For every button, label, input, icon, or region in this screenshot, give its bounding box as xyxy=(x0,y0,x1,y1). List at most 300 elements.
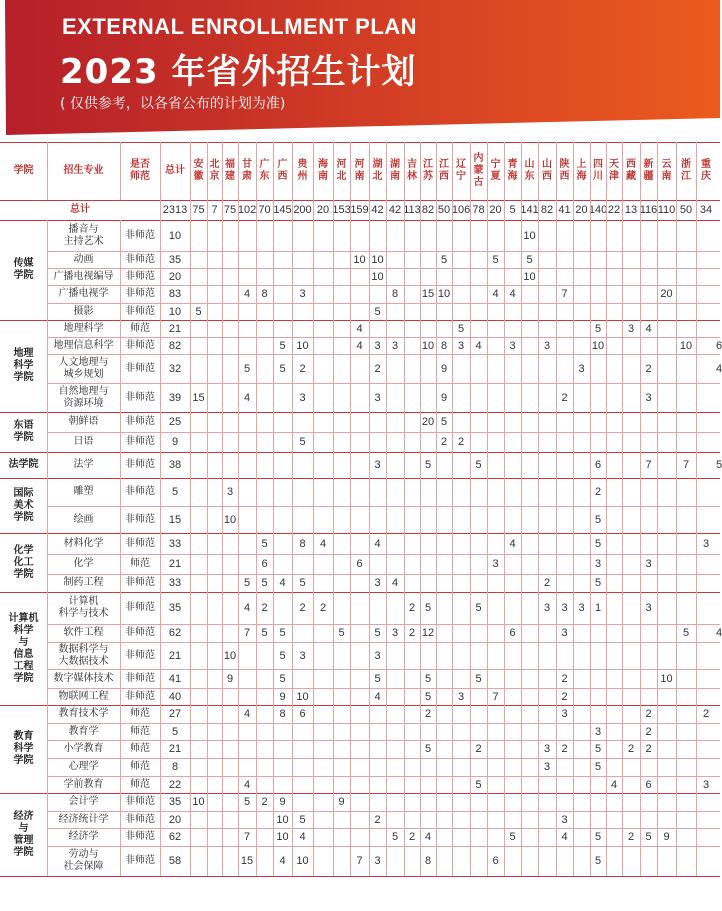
row-divider xyxy=(47,776,720,777)
header-province: 青 海 xyxy=(507,159,518,182)
quota-cell: 5 xyxy=(716,459,722,471)
college-name: 化学 化工 学院 xyxy=(13,544,34,580)
quota-cell: 15 xyxy=(168,513,182,526)
quota-cell: 7 xyxy=(356,855,363,867)
quota-cell: 3 xyxy=(391,339,399,352)
normal-school-type: 师范 xyxy=(130,725,150,737)
normal-school-type: 师范 xyxy=(130,743,150,754)
total-value: 153 xyxy=(332,204,351,216)
quota-cell: 5 xyxy=(440,253,448,266)
total-value: 20 xyxy=(575,204,588,216)
quota-cell: 4 xyxy=(279,855,286,867)
total-value: 102 xyxy=(237,204,257,216)
quota-cell: 4 xyxy=(243,288,251,300)
header-province: 四 川 xyxy=(593,159,603,182)
quota-cell: 2 xyxy=(457,436,465,448)
quota-cell: 5 xyxy=(424,743,432,755)
row-divider xyxy=(47,723,720,724)
major-name: 日语 xyxy=(73,436,94,447)
column-divider xyxy=(676,142,677,876)
normal-school-type: 非师范 xyxy=(125,796,155,807)
quota-cell: 5 xyxy=(475,459,482,471)
quota-cell: 2 xyxy=(424,708,432,720)
college-name: 传媒 学院 xyxy=(13,258,34,281)
header-province: 重 庆 xyxy=(701,159,711,182)
quota-cell: 20 xyxy=(168,270,182,283)
header-province: 天 津 xyxy=(609,159,619,182)
major-name: 数字媒体技术 xyxy=(53,672,114,684)
quota-cell: 5 xyxy=(645,831,652,843)
major-name: 小学教育 xyxy=(63,743,104,754)
quota-cell: 5 xyxy=(195,305,202,318)
banner-title-english: EXTERNAL ENROLLMENT PLAN xyxy=(62,14,418,39)
column-divider xyxy=(238,142,239,876)
quota-cell: 4 xyxy=(509,537,516,550)
banner-title-chinese: 2023 年省外招生计划 xyxy=(60,52,417,92)
major-name: 摄影 xyxy=(73,305,94,317)
total-value: 20 xyxy=(489,204,502,216)
normal-school-type: 非师范 xyxy=(125,813,155,825)
quota-cell: 62 xyxy=(168,831,182,843)
quota-cell: 5 xyxy=(594,513,602,526)
quota-cell: 2 xyxy=(440,436,448,448)
total-value: 200 xyxy=(293,204,312,216)
quota-cell: 5 xyxy=(338,627,345,639)
college-name: 教育 科学 学院 xyxy=(13,731,34,766)
quota-cell: 4 xyxy=(391,577,399,589)
quota-cell: 2 xyxy=(374,362,381,375)
normal-school-type: 非师范 xyxy=(125,627,155,638)
quota-cell: 3 xyxy=(594,558,602,570)
row-divider xyxy=(47,642,720,643)
quota-cell: 58 xyxy=(168,855,182,867)
quota-cell: 4 xyxy=(610,778,618,791)
quota-cell: 2 xyxy=(645,708,652,720)
quota-cell: 4 xyxy=(279,577,286,589)
row-divider xyxy=(0,220,720,221)
quota-cell: 4 xyxy=(645,322,652,335)
major-name: 自然地理与 资源环境 xyxy=(58,385,109,409)
major-name: 教育学 xyxy=(68,725,99,737)
major-name: 经济统计学 xyxy=(58,813,109,825)
total-value: 50 xyxy=(679,204,693,216)
header-province: 贵 州 xyxy=(297,159,308,182)
college-name: 法学院 xyxy=(8,459,39,470)
total-value: 78 xyxy=(472,204,485,216)
banner-note: ( 仅供参考，以各省公布的计划为准) xyxy=(60,96,286,112)
quota-cell: 5 xyxy=(424,459,432,471)
quota-cell: 3 xyxy=(702,537,710,550)
header-province: 安 徽 xyxy=(193,159,204,182)
quota-cell: 33 xyxy=(168,577,182,589)
quota-cell: 9 xyxy=(663,831,670,843)
quota-cell: 4 xyxy=(561,831,568,843)
quota-cell: 10 xyxy=(168,229,182,242)
row-divider xyxy=(47,828,720,829)
quota-cell: 10 xyxy=(437,288,451,300)
quota-cell: 10 xyxy=(296,339,309,352)
quota-cell: 4 xyxy=(424,831,432,843)
column-divider xyxy=(470,142,471,876)
major-name: 学前教育 xyxy=(63,778,104,790)
major-name: 地理科学 xyxy=(63,322,104,334)
quota-cell: 5 xyxy=(279,649,286,662)
total-value: 42 xyxy=(388,204,402,216)
quota-cell: 15 xyxy=(240,855,254,867)
quota-cell: 2 xyxy=(261,602,268,614)
major-name: 朝鲜语 xyxy=(68,416,99,427)
quota-cell: 10 xyxy=(276,813,289,826)
major-name: 人文地理与 城乡规划 xyxy=(58,356,109,380)
row-divider xyxy=(0,200,720,201)
quota-cell: 5 xyxy=(594,831,602,843)
header-province: 河 南 xyxy=(354,159,365,182)
quota-cell: 21 xyxy=(168,558,182,570)
header-province: 吉 林 xyxy=(407,159,417,182)
row-divider xyxy=(47,285,720,286)
quota-cell: 4 xyxy=(243,708,251,720)
quota-cell: 5 xyxy=(391,831,399,843)
quota-cell: 5 xyxy=(492,253,499,266)
quota-cell: 20 xyxy=(660,288,673,300)
quota-cell: 10 xyxy=(353,253,366,266)
quota-cell: 5 xyxy=(424,690,432,703)
normal-school-type: 非师范 xyxy=(125,855,155,866)
header-province: 山 西 xyxy=(542,159,552,182)
quota-cell: 8 xyxy=(171,761,179,773)
header-province: 海 南 xyxy=(318,159,328,182)
quota-cell: 7 xyxy=(243,627,251,639)
quota-cell: 4 xyxy=(716,362,722,375)
quota-cell: 10 xyxy=(421,339,435,352)
quota-cell: 3 xyxy=(645,558,652,570)
quota-cell: 3 xyxy=(374,391,381,404)
quota-cell: 3 xyxy=(543,339,551,352)
quota-cell: 10 xyxy=(223,649,237,662)
quota-cell: 21 xyxy=(168,322,182,335)
header-province: 辽 宁 xyxy=(456,159,466,182)
quota-cell: 22 xyxy=(168,778,182,791)
quota-cell: 10 xyxy=(223,513,237,526)
major-name: 地理信息科学 xyxy=(53,339,114,351)
college-name: 经济 与 管理 学院 xyxy=(13,810,34,858)
header-province: 浙 江 xyxy=(681,159,691,182)
header-province: 西 藏 xyxy=(626,159,636,182)
quota-cell: 5 xyxy=(261,537,268,550)
quota-cell: 33 xyxy=(168,537,182,550)
normal-school-type: 非师范 xyxy=(125,270,155,282)
quota-cell: 3 xyxy=(299,288,306,300)
quota-cell: 3 xyxy=(578,602,585,614)
quota-cell: 10 xyxy=(660,672,673,685)
column-divider xyxy=(538,142,539,876)
normal-school-type: 非师范 xyxy=(125,602,155,613)
header-province: 湖 南 xyxy=(390,159,400,182)
normal-school-type: 非师范 xyxy=(125,229,155,241)
quota-cell: 5 xyxy=(594,322,602,335)
quota-cell: 5 xyxy=(243,577,251,589)
total-value: 82 xyxy=(540,204,554,216)
quota-cell: 9 xyxy=(440,391,448,404)
header-province: 上 海 xyxy=(576,159,587,182)
column-divider xyxy=(452,142,453,876)
major-name: 计算机 科学与技术 xyxy=(58,596,109,619)
total-value: 42 xyxy=(371,204,384,216)
quota-cell: 3 xyxy=(594,725,602,738)
major-name: 化学 xyxy=(73,558,94,569)
normal-school-type: 非师范 xyxy=(125,459,155,470)
row-divider xyxy=(47,688,720,689)
quota-cell: 3 xyxy=(374,649,381,662)
quota-cell: 3 xyxy=(561,813,568,826)
total-value: 116 xyxy=(639,204,658,216)
quota-cell: 5 xyxy=(299,577,306,589)
quota-cell: 3 xyxy=(391,627,399,639)
normal-school-type: 非师范 xyxy=(125,577,155,588)
column-divider xyxy=(313,142,314,876)
quota-cell: 3 xyxy=(627,322,635,335)
quota-cell: 2 xyxy=(645,725,652,738)
quota-cell: 41 xyxy=(168,672,182,685)
normal-school-type: 非师范 xyxy=(125,253,155,265)
quota-cell: 10 xyxy=(523,229,536,242)
normal-school-type: 师范 xyxy=(130,322,150,334)
header-province: 宁 夏 xyxy=(490,159,501,182)
row-divider xyxy=(0,705,720,706)
column-divider xyxy=(47,142,48,200)
header-normal-school: 是否 师范 xyxy=(130,159,150,182)
quota-cell: 2 xyxy=(627,743,635,755)
header-province: 北 京 xyxy=(209,159,220,182)
quota-cell: 3 xyxy=(543,602,551,614)
quota-cell: 35 xyxy=(168,602,182,614)
quota-cell: 5 xyxy=(374,305,381,318)
quota-cell: 5 xyxy=(279,362,286,375)
normal-school-type: 非师范 xyxy=(125,362,155,374)
quota-cell: 7 xyxy=(243,831,251,843)
quota-cell: 2 xyxy=(543,577,551,589)
column-divider xyxy=(292,142,293,876)
quota-cell: 2 xyxy=(374,813,381,826)
normal-school-type: 非师范 xyxy=(125,288,155,299)
column-divider xyxy=(696,142,697,876)
quota-cell: 3 xyxy=(374,339,381,352)
quota-cell: 2 xyxy=(645,743,652,755)
total-value: 159 xyxy=(350,204,369,216)
quota-cell: 5 xyxy=(526,253,533,266)
quota-cell: 15 xyxy=(192,391,205,404)
major-name: 制药工程 xyxy=(63,577,104,588)
row-divider xyxy=(0,533,720,534)
quota-cell: 4 xyxy=(356,339,363,352)
quota-cell: 6 xyxy=(299,708,306,720)
quota-cell: 2 xyxy=(561,672,568,685)
quota-cell: 3 xyxy=(457,339,465,352)
normal-school-type: 非师范 xyxy=(125,391,155,403)
major-name: 物联网工程 xyxy=(58,690,109,702)
normal-school-type: 师范 xyxy=(130,778,150,790)
quota-cell: 2 xyxy=(594,486,602,498)
row-divider xyxy=(47,251,720,252)
normal-school-type: 非师范 xyxy=(125,649,155,661)
quota-cell: 9 xyxy=(279,796,286,808)
quota-cell: 9 xyxy=(440,362,448,375)
column-divider xyxy=(160,142,161,876)
quota-cell: 9 xyxy=(338,796,345,808)
total-value: 34 xyxy=(699,204,713,216)
quota-cell: 5 xyxy=(279,627,286,639)
column-divider xyxy=(256,142,257,876)
row-divider xyxy=(47,383,720,384)
quota-cell: 3 xyxy=(492,558,499,570)
quota-cell: 12 xyxy=(421,627,435,639)
total-value: 2313 xyxy=(162,204,188,216)
quota-cell: 5 xyxy=(299,813,306,826)
row-divider xyxy=(47,740,720,741)
major-name: 经济学 xyxy=(68,831,99,842)
quota-cell: 5 xyxy=(682,627,690,639)
row-divider xyxy=(47,303,720,304)
quota-cell: 83 xyxy=(168,288,182,300)
quota-cell: 62 xyxy=(168,627,182,639)
quota-cell: 4 xyxy=(243,778,251,791)
quota-cell: 2 xyxy=(408,627,416,639)
header-province: 陕 西 xyxy=(559,159,570,182)
quota-cell: 4 xyxy=(243,602,251,614)
header-province: 湖 北 xyxy=(372,159,383,182)
quota-cell: 5 xyxy=(594,761,602,773)
college-name: 东语 学院 xyxy=(13,420,34,443)
row-divider xyxy=(0,793,720,794)
quota-cell: 2 xyxy=(561,743,568,755)
major-name: 广播电视学 xyxy=(58,288,109,299)
column-divider xyxy=(504,142,505,876)
quota-cell: 5 xyxy=(374,672,381,685)
row-divider xyxy=(47,624,720,625)
major-name: 播音与 主持艺术 xyxy=(63,223,104,247)
quota-cell: 3 xyxy=(561,627,568,639)
row-divider xyxy=(47,337,720,338)
header-province: 广 东 xyxy=(259,159,270,182)
total-value: 110 xyxy=(657,204,676,216)
quota-cell: 25 xyxy=(168,416,182,428)
row-divider xyxy=(47,268,720,269)
quota-cell: 5 xyxy=(243,796,251,808)
quota-cell: 2 xyxy=(319,602,327,614)
row-divider xyxy=(47,354,720,355)
quota-cell: 6 xyxy=(716,339,722,352)
quota-cell: 7 xyxy=(561,288,568,300)
quota-cell: 5 xyxy=(594,577,602,589)
quota-cell: 5 xyxy=(509,831,516,843)
quota-cell: 4 xyxy=(716,627,722,639)
quota-cell: 4 xyxy=(243,391,251,404)
total-value: 70 xyxy=(258,204,271,216)
total-value: 5 xyxy=(509,204,516,216)
row-divider xyxy=(0,876,720,877)
quota-cell: 8 xyxy=(424,855,432,867)
column-divider xyxy=(657,142,658,876)
total-value: 7 xyxy=(211,204,218,216)
quota-cell: 2 xyxy=(299,602,306,614)
quota-cell: 2 xyxy=(561,391,568,404)
quota-cell: 5 xyxy=(279,672,286,685)
quota-cell: 3 xyxy=(374,459,381,471)
column-divider xyxy=(420,142,421,876)
quota-cell: 21 xyxy=(168,743,182,755)
quota-cell: 4 xyxy=(319,537,327,550)
row-divider xyxy=(0,592,720,593)
normal-school-type: 非师范 xyxy=(125,513,155,525)
quota-cell: 20 xyxy=(421,416,435,428)
header-province: 甘 肃 xyxy=(242,159,252,182)
quota-cell: 4 xyxy=(299,831,306,843)
quota-cell: 2 xyxy=(475,743,482,755)
quota-cell: 2 xyxy=(299,362,306,375)
college-name: 地理 科学 学院 xyxy=(13,348,34,383)
quota-cell: 10 xyxy=(192,796,205,808)
quota-cell: 7 xyxy=(682,459,690,471)
row-divider xyxy=(47,506,720,507)
normal-school-type: 非师范 xyxy=(125,690,155,702)
normal-school-type: 非师范 xyxy=(125,436,155,447)
row-divider xyxy=(47,432,720,433)
normal-school-type: 师范 xyxy=(130,761,150,772)
major-name: 广播电视编导 xyxy=(53,270,114,282)
row-divider xyxy=(0,478,720,479)
quota-cell: 10 xyxy=(168,305,182,318)
quota-cell: 3 xyxy=(543,761,551,773)
major-name: 软件工程 xyxy=(63,627,104,638)
header-province: 河 北 xyxy=(336,159,347,182)
quota-cell: 10 xyxy=(591,339,605,352)
quota-cell: 6 xyxy=(509,627,516,639)
quota-cell: 8 xyxy=(440,339,448,352)
total-value: 140 xyxy=(588,204,608,216)
row-divider xyxy=(0,452,720,453)
normal-school-type: 非师范 xyxy=(125,537,155,549)
column-divider xyxy=(190,142,191,876)
column-divider xyxy=(487,142,488,876)
quota-cell: 5 xyxy=(594,855,602,867)
total-value: 75 xyxy=(192,204,205,216)
row-divider xyxy=(47,811,720,812)
major-name: 数据科学与 大数据技术 xyxy=(58,643,109,667)
quota-cell: 3 xyxy=(226,486,234,498)
row-divider xyxy=(47,554,720,555)
column-divider xyxy=(590,142,591,876)
quota-cell: 6 xyxy=(356,558,363,570)
total-value: 145 xyxy=(273,204,292,216)
quota-cell: 27 xyxy=(168,708,182,720)
header-province: 江 西 xyxy=(439,159,449,182)
quota-cell: 32 xyxy=(168,362,182,375)
totals-label: 总计 xyxy=(70,204,90,215)
quota-cell: 3 xyxy=(645,391,652,404)
column-divider xyxy=(120,220,121,876)
header-province: 广 西 xyxy=(277,159,288,182)
quota-cell: 10 xyxy=(296,855,309,867)
column-divider xyxy=(404,142,405,876)
quota-cell: 40 xyxy=(168,690,182,703)
quota-cell: 10 xyxy=(371,270,384,283)
quota-cell: 2 xyxy=(645,362,652,375)
total-value: 13 xyxy=(624,204,638,216)
quota-cell: 5 xyxy=(261,627,268,639)
major-name: 劳动与 社会保障 xyxy=(63,849,104,872)
header-college: 学院 xyxy=(13,165,34,176)
quota-cell: 5 xyxy=(279,339,286,352)
